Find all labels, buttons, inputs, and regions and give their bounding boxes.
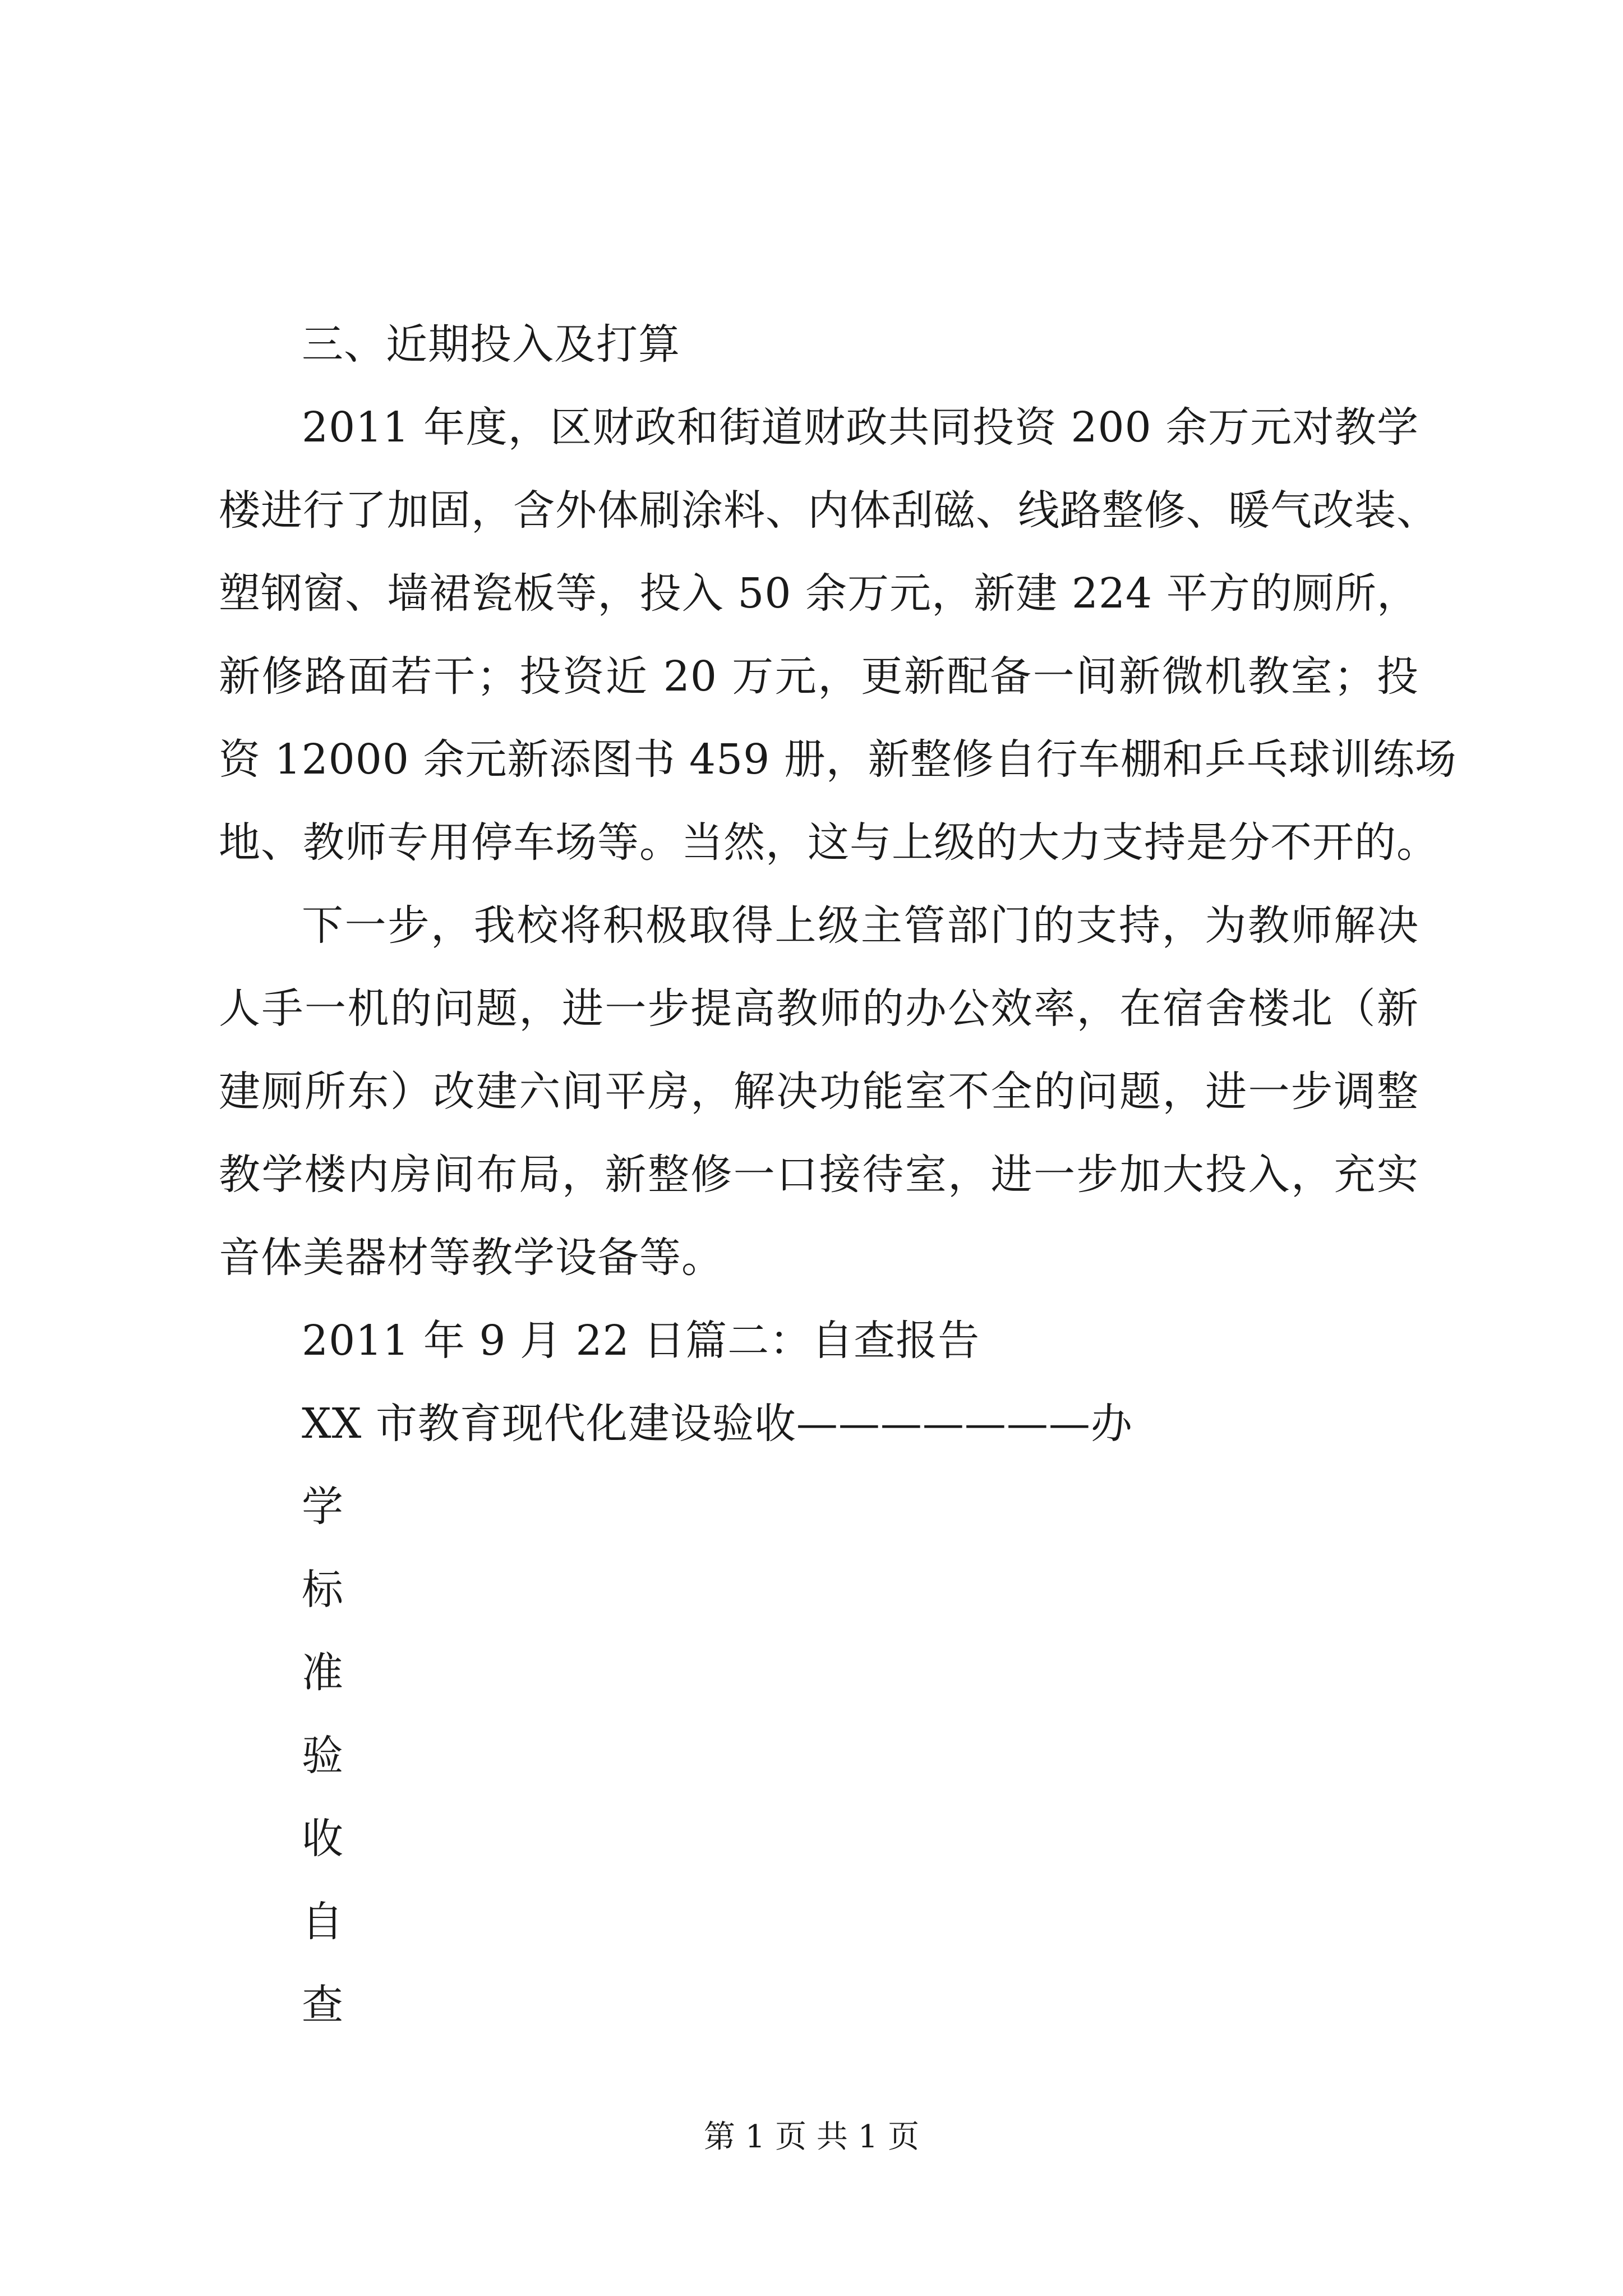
report-title-line: XX 市教育现代化建设验收———————办 xyxy=(302,1400,1133,1448)
section-heading: 三、近期投入及打算 xyxy=(302,320,680,369)
paragraph-line: 教学楼内房间布局，新整修一口接待室，进一步加大投入，充实 xyxy=(219,1151,1419,1199)
paragraph-line: 下一步，我校将积极取得上级主管部门的支持，为教师解决 xyxy=(302,901,1419,950)
vertical-char: 标 xyxy=(302,1566,344,1614)
paragraph-line: 音体美器材等教学设备等。 xyxy=(219,1234,723,1282)
paragraph-line: 资 12000 余元新添图书 459 册，新整修自行车棚和乒乓球训练场 xyxy=(219,735,1457,784)
date-line: 2011 年 9 月 22 日篇二：自查报告 xyxy=(302,1317,980,1365)
paragraph-line: 塑钢窗、墙裙瓷板等，投入 50 余万元，新建 224 平方的厕所， xyxy=(219,569,1419,618)
paragraph-line: 2011 年度，区财政和街道财政共同投资 200 余万元对教学 xyxy=(302,403,1419,452)
vertical-char: 验 xyxy=(302,1732,344,1780)
document-body xyxy=(219,303,1457,2046)
vertical-char: 学 xyxy=(302,1483,344,1531)
paragraph-line: 人手一机的问题，进一步提高教师的办公效率，在宿舍楼北（新 xyxy=(219,984,1419,1033)
paragraph-line: 建厕所东）改建六间平房，解决功能室不全的问题，进一步调整 xyxy=(219,1068,1419,1116)
vertical-char: 准 xyxy=(302,1649,344,1697)
vertical-char: 收 xyxy=(302,1815,344,1863)
vertical-title xyxy=(219,1465,1419,2046)
paragraph-line: 楼进行了加固，含外体刷涂料、内体刮磁、线路整修、暖气改装、 xyxy=(219,486,1438,535)
page-footer: 第 1 页 共 1 页 xyxy=(703,2119,920,2155)
paragraph-investment xyxy=(219,386,1457,884)
paragraph-line: 地、教师专用停车场等。当然，这与上级的大力支持是分不开的。 xyxy=(219,818,1438,867)
paragraph-next-steps xyxy=(219,884,1419,1299)
vertical-char: 查 xyxy=(302,1981,344,2029)
paragraph-line: 新修路面若干；投资近 20 万元，更新配备一间新微机教室；投 xyxy=(219,652,1419,701)
vertical-char: 自 xyxy=(302,1898,344,1946)
